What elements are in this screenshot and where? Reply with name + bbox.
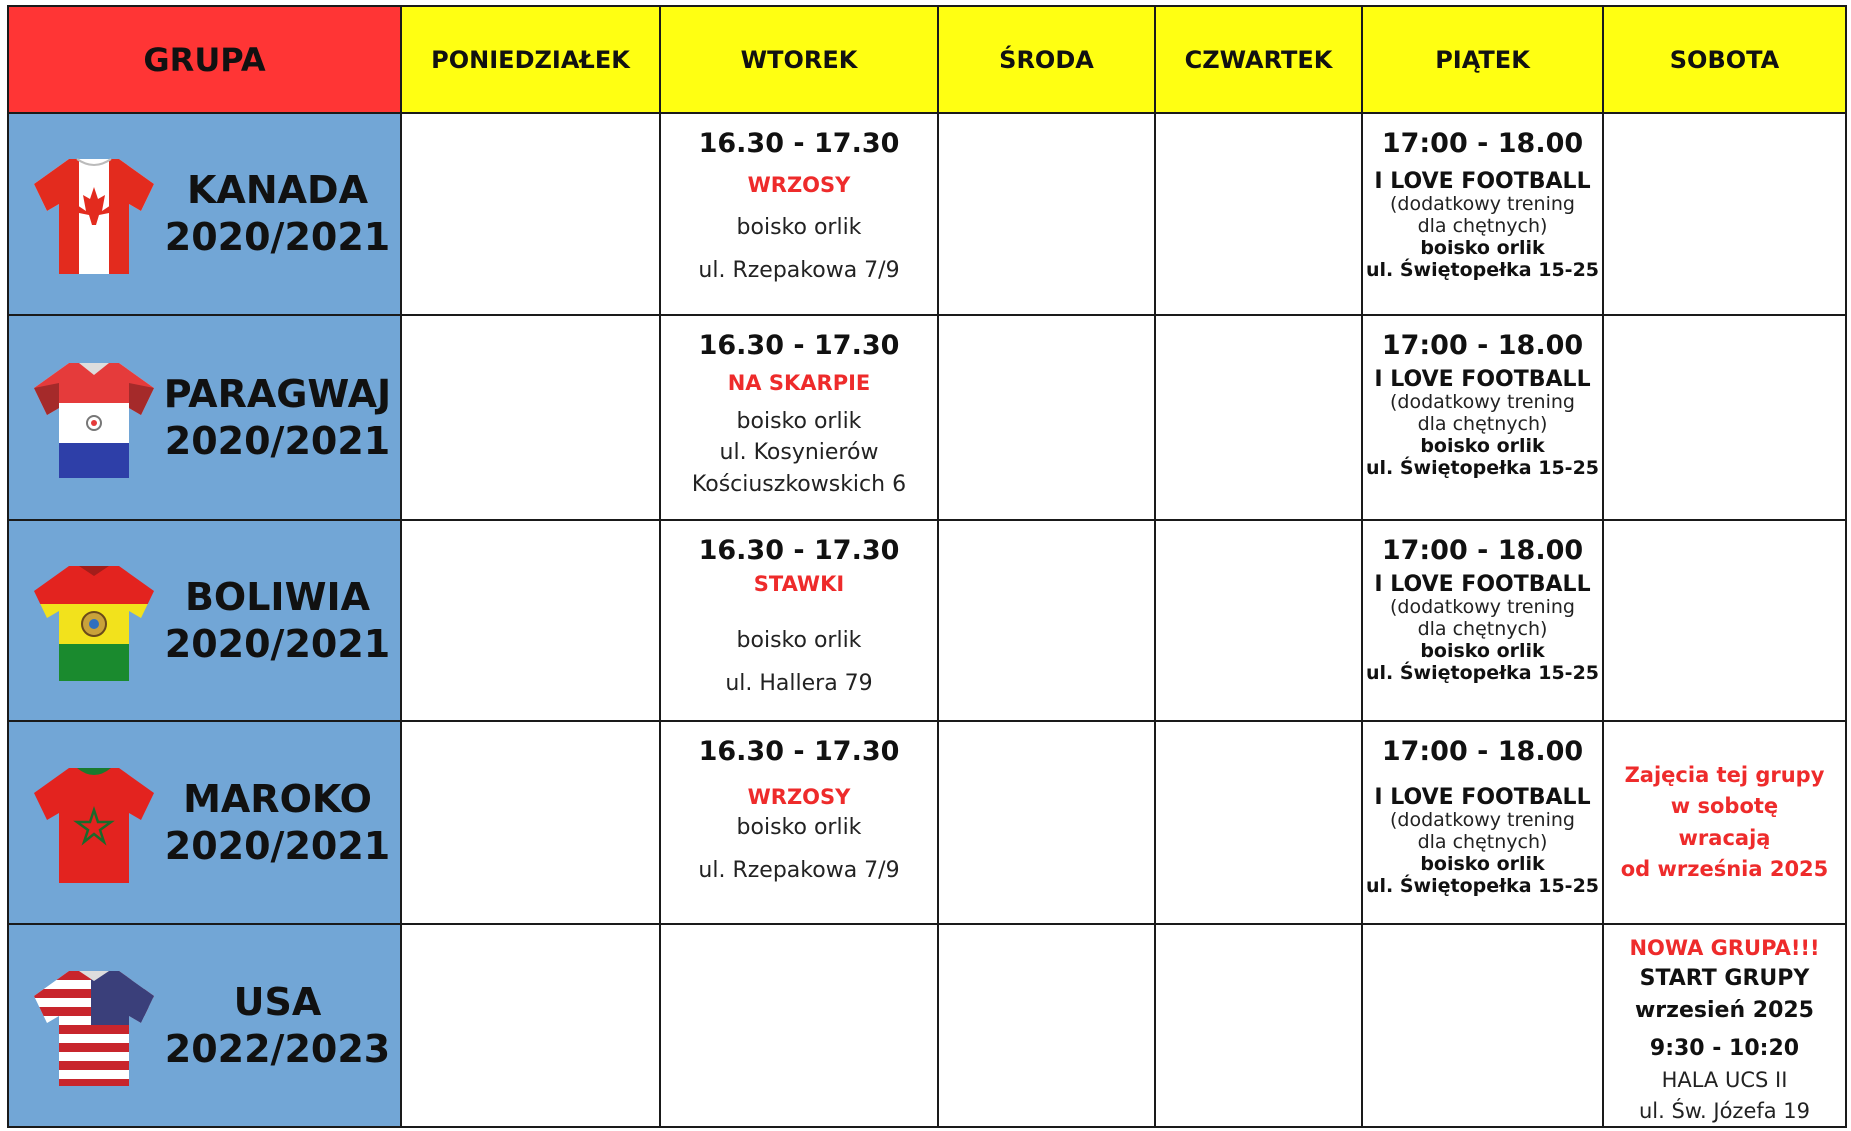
session-address: ul. Świętopełka 15-25: [1365, 456, 1600, 479]
team-name: USA: [233, 979, 322, 1024]
cell-paragwaj-tuesday: [660, 315, 938, 520]
cell-paragwaj-saturday: [1603, 315, 1846, 520]
session-time: 16.30 - 17.30: [698, 128, 900, 159]
new-group-badge: NOWA GRUPA!!!: [1629, 936, 1820, 960]
team-year: 2020/2021: [164, 418, 391, 463]
cell-boliwia-tuesday: [660, 520, 938, 721]
saturday-note: wracają: [1678, 825, 1771, 850]
team-cell-paragwaj: [8, 315, 401, 520]
session-venue: boisko orlik: [736, 215, 862, 241]
session-address: ul. Świętopełka 15-25: [1365, 258, 1600, 281]
header-wednesday: ŚRODA: [938, 6, 1155, 113]
cell-paragwaj-wednesday: [938, 315, 1155, 520]
cell-kanada-saturday: [1603, 113, 1846, 315]
session-address: ul. Św. Józefa 19: [1638, 1098, 1811, 1123]
cell-kanada-thursday: [1155, 113, 1362, 315]
team-name: BOLIWIA: [184, 574, 371, 619]
session-note: (dodatkowy trening: [1390, 193, 1575, 216]
usa-shirt-icon: [29, 961, 159, 1091]
session-address: ul. Rzepakowa 7/9: [698, 258, 900, 284]
team-year: 2022/2023: [164, 1026, 391, 1071]
saturday-note: w sobotę: [1670, 794, 1779, 818]
cell-usa-tuesday: [660, 924, 938, 1127]
team-cell-kanada: [8, 113, 401, 315]
session-note: dla chętnych): [1417, 618, 1548, 641]
table-row: [8, 315, 1846, 520]
header-tuesday: WTOREK: [660, 6, 938, 113]
session-address: ul. Świętopełka 15-25: [1365, 661, 1600, 684]
session-location: NA SKARPIE: [727, 371, 871, 396]
header-monday: PONIEDZIAŁEK: [401, 6, 660, 113]
session-address: ul. Świętopełka 15-25: [1365, 874, 1600, 897]
cell-usa-wednesday: [938, 924, 1155, 1127]
cell-boliwia-thursday: [1155, 520, 1362, 721]
header-thursday: CZWARTEK: [1155, 6, 1362, 113]
cell-paragwaj-monday: [401, 315, 660, 520]
session-note: dla chętnych): [1417, 413, 1548, 436]
cell-kanada-tuesday: [660, 113, 938, 315]
session-venue: boisko orlik: [736, 409, 862, 435]
team-year: 2020/2021: [164, 823, 391, 868]
session-venue: boisko orlik: [736, 628, 862, 654]
cell-kanada-friday: [1362, 113, 1603, 315]
session-note: (dodatkowy trening: [1390, 596, 1575, 619]
session-note: dla chętnych): [1417, 831, 1548, 854]
canada-shirt-icon: [29, 149, 159, 279]
session-note: (dodatkowy trening: [1390, 391, 1575, 414]
session-venue: boisko orlik: [1420, 640, 1545, 663]
session-note: (dodatkowy trening: [1390, 809, 1575, 832]
cell-boliwia-saturday: [1603, 520, 1846, 721]
cell-paragwaj-thursday: [1155, 315, 1362, 520]
header-row: [8, 6, 1846, 113]
team-cell-maroko: [8, 721, 401, 924]
team-cell-usa: [8, 924, 401, 1127]
session-time: 17:00 - 18.00: [1381, 736, 1584, 767]
session-location: STAWKI: [753, 572, 845, 597]
cell-usa-saturday: [1603, 924, 1846, 1127]
cell-usa-monday: [401, 924, 660, 1127]
cell-boliwia-monday: [401, 520, 660, 721]
bolivia-shirt-icon: [29, 556, 159, 686]
start-date: wrzesień 2025: [1634, 998, 1814, 1024]
header-saturday: SOBOTA: [1603, 6, 1846, 113]
session-venue: boisko orlik: [1420, 237, 1545, 260]
team-name: PARAGWAJ: [163, 371, 392, 416]
session-address: ul. Rzepakowa 7/9: [698, 858, 900, 884]
schedule-table: [7, 5, 1847, 1128]
session-time: 17:00 - 18.00: [1381, 330, 1584, 361]
session-location: WRZOSY: [747, 785, 851, 810]
session-note: dla chętnych): [1417, 215, 1548, 238]
session-address: ul. Hallera 79: [725, 671, 873, 697]
saturday-note: od września 2025: [1620, 857, 1829, 881]
session-time: 17:00 - 18.00: [1381, 128, 1584, 159]
session-time: 16.30 - 17.30: [698, 736, 900, 767]
cell-kanada-monday: [401, 113, 660, 315]
session-venue: boisko orlik: [1420, 435, 1545, 458]
cell-maroko-friday: [1362, 721, 1603, 924]
session-venue: boisko orlik: [736, 815, 862, 841]
session-venue: HALA UCS II: [1661, 1068, 1788, 1093]
header-friday: PIĄTEK: [1362, 6, 1603, 113]
cell-boliwia-friday: [1362, 520, 1603, 721]
session-time: 16.30 - 17.30: [698, 330, 900, 361]
cell-maroko-wednesday: [938, 721, 1155, 924]
session-venue: boisko orlik: [1420, 853, 1545, 876]
team-year: 2020/2021: [164, 621, 391, 666]
team-name: KANADA: [186, 168, 369, 212]
session-title: I LOVE FOOTBALL: [1374, 785, 1591, 811]
table-row: [8, 924, 1846, 1127]
team-name: MAROKO: [183, 776, 372, 821]
session-location: WRZOSY: [747, 173, 851, 198]
session-address-2: Kościuszkowskich 6: [691, 471, 907, 497]
cell-maroko-saturday: [1603, 721, 1846, 924]
team-cell-boliwia: [8, 520, 401, 721]
session-time: 17:00 - 18.00: [1381, 535, 1584, 566]
team-year: 2020/2021: [164, 215, 391, 259]
header-group: GRUPA: [8, 6, 401, 113]
session-title: I LOVE FOOTBALL: [1374, 572, 1591, 598]
session-address: ul. Kosynierów: [719, 440, 879, 466]
cell-paragwaj-friday: [1362, 315, 1603, 520]
table-row: [8, 721, 1846, 924]
cell-maroko-monday: [401, 721, 660, 924]
cell-kanada-wednesday: [938, 113, 1155, 315]
paraguay-shirt-icon: [29, 353, 159, 483]
saturday-note: Zajęcia tej grupy: [1624, 762, 1825, 787]
session-time: 9:30 - 10:20: [1649, 1036, 1800, 1062]
cell-usa-friday: [1362, 924, 1603, 1127]
table-row: [8, 113, 1846, 315]
morocco-shirt-icon: [29, 758, 159, 888]
cell-boliwia-wednesday: [938, 520, 1155, 721]
session-title: I LOVE FOOTBALL: [1374, 169, 1591, 195]
cell-usa-thursday: [1155, 924, 1362, 1127]
cell-maroko-thursday: [1155, 721, 1362, 924]
session-time: 16.30 - 17.30: [698, 535, 900, 566]
table-row: [8, 520, 1846, 721]
start-label: START GRUPY: [1639, 966, 1810, 992]
cell-maroko-tuesday: [660, 721, 938, 924]
session-title: I LOVE FOOTBALL: [1374, 367, 1591, 393]
